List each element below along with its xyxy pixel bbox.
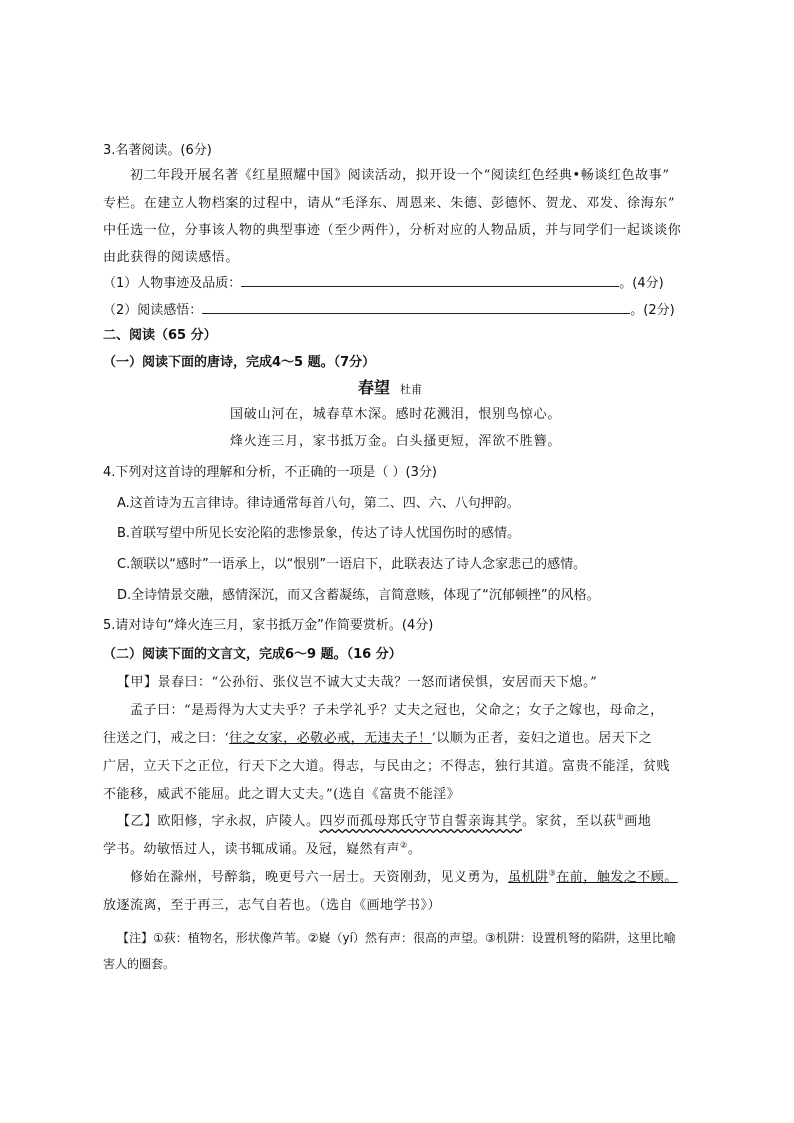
poem-title-line [358,377,422,401]
item2-points: 。(2分) [630,303,675,318]
yi-line-1 [117,813,651,831]
q3-item-2 [103,301,675,320]
yi-line-2-end: 。 [407,842,422,857]
poem-title: 春望 [358,378,391,397]
item1-answer-blank[interactable] [241,274,619,287]
section2-heading: 二、阅读（65 分） [103,328,217,343]
poem-line-2: 烽火连三月，家书抵万金。白头搔更短，浑欲不胜簪。 [230,434,562,449]
jia-underlined-sentence: 往之女家，必敬必戒，无违夫子！ [229,731,432,746]
q3-para-line-2: 专栏。在建立人物档案的过程中，请从“毛泽东、周恩来、朱德、彭德怀、贺龙、邓发、徐海东” [103,196,676,211]
notes-line-2: 害人的圈套。 [103,957,176,971]
footnote-marker-1: ① [616,812,625,822]
q3-item-1 [103,274,664,293]
q3-para-line-4: 由此获得的阅读感悟。 [103,250,240,265]
q5-stem: 5.请对诗句“烽火连三月，家书抵万金”作简要赏析。(4分) [103,618,434,633]
yi-line-1-start: 【乙】欧阳修，字永叔，庐陵人。 [117,814,320,829]
yi-line-1-middle: 。家贫，至以荻 [522,814,617,829]
poem-line-1: 国破山河在，城春草木深。感时花溅泪，恨别鸟惊心。 [230,407,562,422]
q4-option-c: C.颔联以“感时”一语承上，以“恨别”一语启下，此联表达了诗人念家悲己的感情。 [117,557,587,572]
item1-label: （1）人物事迹及品质： [103,276,242,291]
yi-line-3-start: 修始在滁州，号醉翁，晚更号六一居士。天资刚劲，见义勇为， [130,870,509,885]
q3-para-line-3: 中任选一位，分事该人物的典型事迹（至少两件），分析对应的人物品质，并与同学们一起谈谈你 [103,223,682,238]
q4-stem: 4.下列对这首诗的理解和分析，不正确的一项是（ ）(3分) [103,465,437,480]
yi-line-1-end: 画地 [624,814,652,829]
jia-line-3-end: ’以顺为正者，妾妇之道也。居天下之 [431,731,653,746]
yi-line-3 [130,869,678,887]
q4-option-b: B.首联写望中所见长安沦陷的悲惨景象，传达了诗人忧国伤时的感情。 [117,526,521,541]
jia-line-3-start: 往送之门，戒之曰：‘ [103,731,230,746]
jia-line-3 [103,730,652,748]
q3-para-line-1: 初二年段开展名著《红星照耀中国》阅读活动，拟开设一个“阅读红色经典•畅谈红色故事” [130,168,670,183]
jia-line-1: 【甲】景春曰：“公孙衍、张仪岂不诚大丈夫哉？一怒而诸侯惧，安居而天下熄。” [117,675,598,690]
part1-heading: （一）阅读下面的唐诗，完成4～5 题。（7分） [103,355,376,370]
item2-label: （2）阅读感悟： [103,303,203,318]
yi-line-2-text: 学书。幼敏悟过人，读书辄成诵。及冠，嶷然有声 [103,842,401,857]
jia-line-2: 孟子曰：“是焉得为大丈夫乎？子未学礼乎？丈夫之冠也，父命之；女子之嫁也，母命之， [130,703,664,718]
jia-line-4: 广居，立天下之正位，行天下之大道。得志，与民由之；不得志，独行其道。富贵不能淫，贫贱 [103,759,671,774]
footnote-marker-2: ② [400,840,408,850]
yi-line-2 [103,841,421,859]
yi-wavy-underlined-sentence: 四岁而孤母郑氏守节自誓亲诲其学 [319,814,523,829]
jia-line-5: 不能移，威武不能屈。此之谓大丈夫。”(选自《富贵不能淫》 [103,787,461,802]
part2-heading: （二）阅读下面的文言文，完成6～9 题。（16 分） [103,647,402,662]
poem-author: 杜甫 [400,383,423,396]
yi-underlined-part-1: 虽机阱 [508,870,549,885]
q4-option-a: A.这首诗为五言律诗。律诗通常每首八句，第二、四、六、八句押韵。 [117,496,520,511]
footnote-marker-3: ③ [548,868,557,878]
yi-line-4: 放逐流离，至于再三，志气自若也。（选自《画地学书》） [103,898,442,913]
yi-underlined-part-2: 在前，触发之不顾。 [556,870,678,885]
q4-option-d: D.全诗情景交融，感情深沉，而又含蓄凝练，言简意赅，体现了“沉郁顿挫”的风格。 [117,588,600,603]
q3-heading: 3.名著阅读。(6分) [103,143,212,158]
notes-line-1: 【注】①荻：植物名，形状像芦苇。②嶷（yí）然有声：很高的声望。③机阱：设置机弩的陷阱，这里比喻 [117,931,676,945]
item1-points: 。(4分) [619,276,664,291]
item2-answer-blank[interactable] [202,301,630,314]
